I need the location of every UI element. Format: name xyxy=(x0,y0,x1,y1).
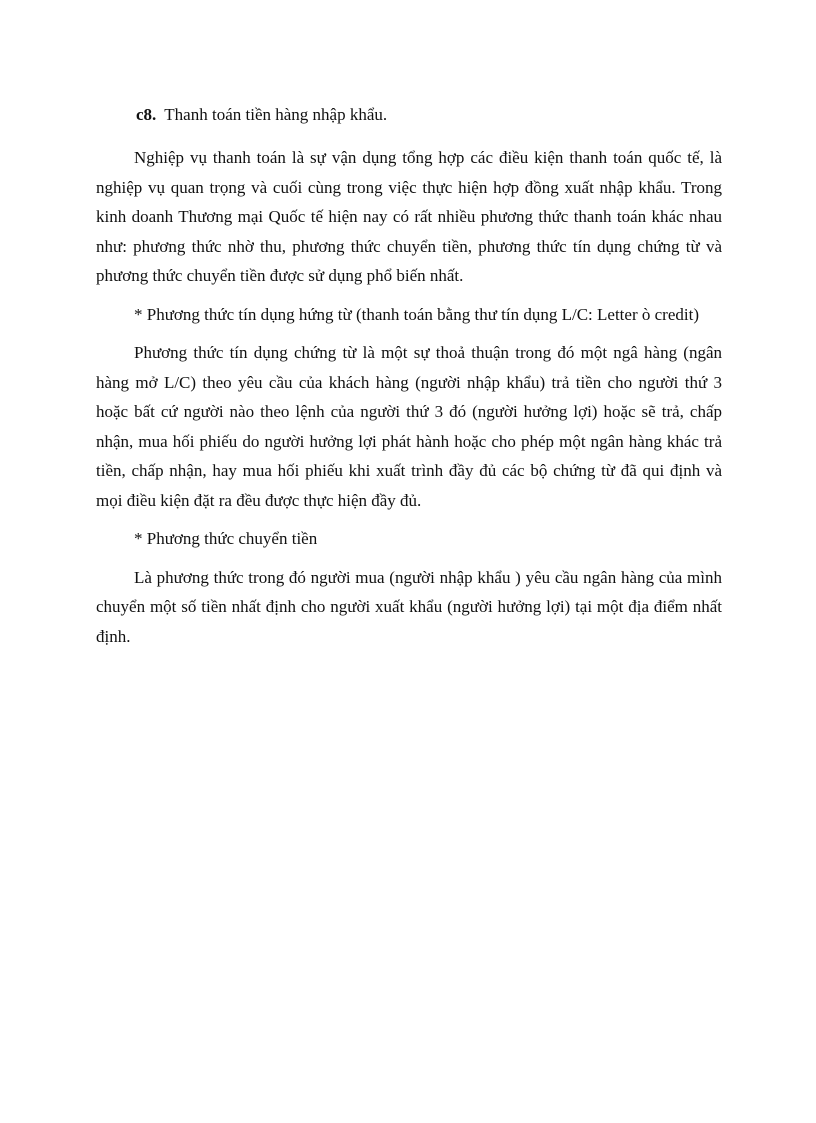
section-title: Thanh toán tiền hàng nhập khẩu. xyxy=(164,105,388,124)
paragraph-payment-overview: Nghiệp vụ thanh toán là sự vận dụng tổng hợp các điều kiện thanh toán quốc tế, là nghiệp vụ quan trọng và cuối cùng trong việc thực hiện hợp đồng xuất nhập khẩu. Trong kinh doanh Thương mại Quốc tế hiện nay có rất nhiều phương thức thanh toán khác nhau như: phương thức nhờ thu, phương thức chuyển tiền, phương thức tín dụng chứng từ và phương thức chuyển tiền được sử dụng phổ biến nhất. xyxy=(96,148,722,285)
document-body xyxy=(96,98,722,660)
paragraph-letter-of-credit-definition: Phương thức tín dụng chứng từ là một sự thoả thuận trong đó một ngâ hàng (ngân hàng mở L/C) theo yêu cầu của khách hàng (người nhập khẩu) trả tiền cho người thứ 3 hoặc bất cứ người nào theo lệnh của người thứ 3 đó (người hưởng lợi) hoặc sẽ trả, chấp nhận, mua hối phiếu do người hưởng lợi phát hành hoặc cho phép một ngân hàng khác trả tiền, chấp nhận, hay mua hối phiếu khi xuất trình đầy đủ các bộ chứng từ đã qui định và mọi điều kiện đặt ra đều được thực hiện đầy đủ. xyxy=(96,343,722,510)
section-number: c8. xyxy=(136,105,157,124)
section-heading xyxy=(96,98,722,131)
paragraph-remittance-definition: Là phương thức trong đó người mua (người nhập khẩu ) yêu cầu ngân hàng của mình chuyển một số tiền nhất định cho người xuất khẩu (người hưởng lợi) tại một địa điểm nhất định. xyxy=(96,567,722,646)
bullet-remittance: * Phương thức chuyển tiền xyxy=(134,529,318,548)
bullet-letter-of-credit: * Phương thức tín dụng hứng từ (thanh toán bằng thư tín dụng L/C: Letter ò credit) xyxy=(134,304,699,324)
